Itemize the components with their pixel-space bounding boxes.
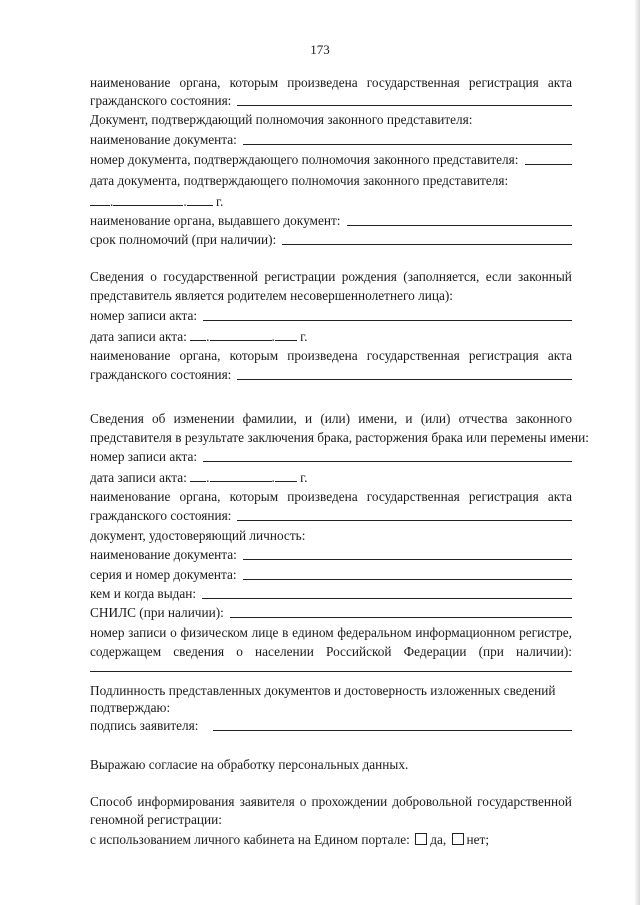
issuing-authority-label: наименование органа, выдавшего документ: (90, 213, 341, 228)
signature-field[interactable] (213, 729, 573, 731)
word: органа, (179, 489, 221, 504)
word: законный (518, 269, 572, 284)
authority-doc-date-line: . . г. (90, 193, 572, 210)
month-field[interactable] (210, 469, 272, 482)
confirmation-text: Подлинность представленных документов и достоверность изложенных сведений (90, 683, 556, 698)
word: органа, (179, 348, 221, 363)
birth-registry-office-line (90, 367, 572, 383)
justified-line (90, 411, 572, 427)
word: государственная (366, 348, 460, 363)
birth-record-number-field[interactable] (203, 319, 572, 321)
document-name-label: наименование документа: (90, 132, 237, 147)
id-issued-by-field[interactable] (202, 597, 572, 599)
authority-doc-date-label: дата документа, подтверждающего полномочия законного представителя: (90, 173, 509, 188)
birth-info-subtitle: представитель является родителем несовершеннолетнего лица): (90, 288, 453, 303)
word: и (405, 411, 413, 426)
birth-registry-office-label: гражданского состояния: (90, 367, 232, 382)
birth-record-number-label: номер записи акта: (90, 308, 198, 323)
justified-line (90, 644, 572, 660)
registry-office-field[interactable] (237, 104, 572, 106)
month-field[interactable] (113, 193, 183, 206)
page-edge-shadow (634, 0, 640, 905)
word: регистрация (468, 348, 539, 363)
yes-label: да, (430, 832, 447, 847)
change-record-number-line (90, 449, 572, 465)
word: и (305, 411, 313, 426)
issuing-authority-field[interactable] (347, 224, 573, 226)
name-change-subtitle: представителя в результате заключения брака, расторжения брака или перемены имени: (90, 430, 589, 445)
registry-number-field[interactable] (90, 671, 572, 672)
word: (или) (320, 411, 351, 426)
word: отчества (458, 411, 508, 426)
word: (или) (420, 411, 451, 426)
id-series-number-label: серия и номер документа: (90, 567, 237, 582)
word: информирования (137, 794, 235, 809)
word: (заполняется, (403, 269, 480, 284)
signature-line (90, 718, 572, 734)
word: которым (229, 75, 279, 90)
word: изменении (173, 411, 235, 426)
word: Сведения (90, 411, 144, 426)
justified-line (90, 348, 572, 364)
word: заявителя (239, 794, 295, 809)
issuing-authority-line (90, 213, 572, 229)
justified-line (90, 75, 572, 91)
word: о (150, 269, 157, 284)
identity-document-heading: документ, удостоверяющий личность: (90, 528, 306, 543)
word: в (282, 625, 289, 640)
word: добровольной (392, 794, 473, 809)
id-document-name-field[interactable] (243, 558, 572, 560)
word: о (236, 644, 243, 659)
authority-doc-number-line (90, 152, 572, 168)
word: населении (255, 644, 314, 659)
change-registry-office-line (90, 508, 572, 524)
id-series-number-field[interactable] (243, 578, 572, 580)
word: Федерации (403, 644, 467, 659)
word: законного (515, 411, 572, 426)
word: федеральном (337, 625, 412, 640)
word: Сведения (90, 269, 144, 284)
word: информационном (415, 625, 516, 640)
word: государственной (477, 794, 572, 809)
id-document-name-label: наименование документа: (90, 547, 237, 562)
page-number: 173 (310, 42, 330, 57)
day-field[interactable] (90, 193, 110, 206)
birth-registry-office-field[interactable] (237, 378, 572, 380)
year-field[interactable] (275, 328, 297, 341)
day-field[interactable] (190, 328, 206, 341)
day-field[interactable] (190, 469, 206, 482)
id-document-name-line (90, 547, 572, 563)
word: наличии): (516, 644, 572, 659)
change-registry-office-label: гражданского состояния: (90, 508, 232, 523)
change-record-number-label: номер записи акта: (90, 449, 198, 464)
registry-office-line (90, 93, 572, 109)
personal-account-option (90, 832, 572, 848)
confirmation-text-end: подтверждаю: (90, 700, 171, 715)
word: органа, (179, 75, 221, 90)
word: акта (547, 489, 572, 504)
word: об (151, 411, 166, 426)
authority-doc-heading: Документ, подтверждающий полномочия законного представителя: (90, 112, 473, 127)
personal-account-label: с использованием личного кабинета на Едином портале: (90, 832, 410, 847)
word: наименование (90, 75, 171, 90)
justified-line (90, 489, 572, 505)
authority-term-label: срок полномочий (при наличии): (90, 232, 277, 247)
change-record-date-label: дата записи акта: (90, 470, 187, 485)
justified-line (90, 625, 572, 641)
word: произведена (287, 75, 358, 90)
word: о (299, 794, 307, 809)
change-record-date-line: дата записи акта: . . г. (90, 470, 308, 485)
word: государственной (163, 269, 259, 284)
word: номер (90, 625, 125, 640)
word: едином (292, 625, 334, 640)
document-name-line (90, 132, 572, 148)
word: Способ (90, 794, 133, 809)
id-issued-by-line (90, 586, 572, 602)
no-checkbox[interactable] (452, 833, 464, 845)
authority-doc-number-label: номер документа, подтверждающего полномочия законного представителя: (90, 152, 519, 167)
authority-term-line (90, 232, 572, 248)
justified-line (90, 794, 572, 810)
word: регистрация (468, 489, 539, 504)
word: государственная (366, 489, 460, 504)
document-name-field[interactable] (243, 143, 572, 145)
word: содержащем (90, 644, 162, 659)
signature-label: подпись заявителя: (90, 718, 199, 733)
word: государственная (366, 75, 460, 90)
word: лице (251, 625, 279, 640)
word: произведена (287, 489, 358, 504)
word: наименование (90, 348, 171, 363)
word: произведена (287, 348, 358, 363)
snils-label: СНИЛС (при наличии): (90, 605, 224, 620)
word: акта (547, 75, 572, 90)
word: которым (229, 348, 279, 363)
year-field[interactable] (275, 469, 297, 482)
registry-office-label: гражданского состояния: (90, 93, 232, 108)
word: прохождении (311, 794, 388, 809)
birth-record-date-label: дата записи акта: (90, 329, 187, 344)
word: физическом (180, 625, 248, 640)
snils-field[interactable] (230, 616, 572, 618)
no-label: нет; (466, 832, 490, 847)
authority-doc-number-field[interactable] (525, 163, 573, 165)
word: наименование (90, 489, 171, 504)
word: если (485, 269, 512, 284)
change-record-number-field[interactable] (203, 460, 572, 462)
id-issued-by-label: кем и когда выдан: (90, 586, 197, 601)
word: регистре, (519, 625, 572, 640)
id-series-number-line (90, 567, 572, 583)
year-field[interactable] (187, 193, 213, 206)
month-field[interactable] (210, 328, 272, 341)
snils-line (90, 605, 572, 621)
word: регистрации (264, 269, 336, 284)
yes-checkbox[interactable] (415, 833, 427, 845)
word: регистрация (468, 75, 539, 90)
word: записи (128, 625, 167, 640)
word: имени, (358, 411, 398, 426)
word: которым (229, 489, 279, 504)
word: сведения (173, 644, 225, 659)
notification-method-end: геномной регистрации: (90, 812, 222, 827)
consent-text: Выражаю согласие на обработку персональных данных. (90, 757, 409, 772)
word: (при (478, 644, 504, 659)
word: рождения (341, 269, 397, 284)
change-registry-office-field[interactable] (237, 519, 572, 521)
authority-term-field[interactable] (282, 243, 572, 245)
word: фамилии, (242, 411, 297, 426)
word: о (170, 625, 177, 640)
birth-record-number-line (90, 308, 572, 324)
birth-record-date-line: дата записи акта: . . г. (90, 329, 308, 344)
word: акта (547, 348, 572, 363)
justified-line (90, 269, 572, 285)
word: Российской (326, 644, 392, 659)
